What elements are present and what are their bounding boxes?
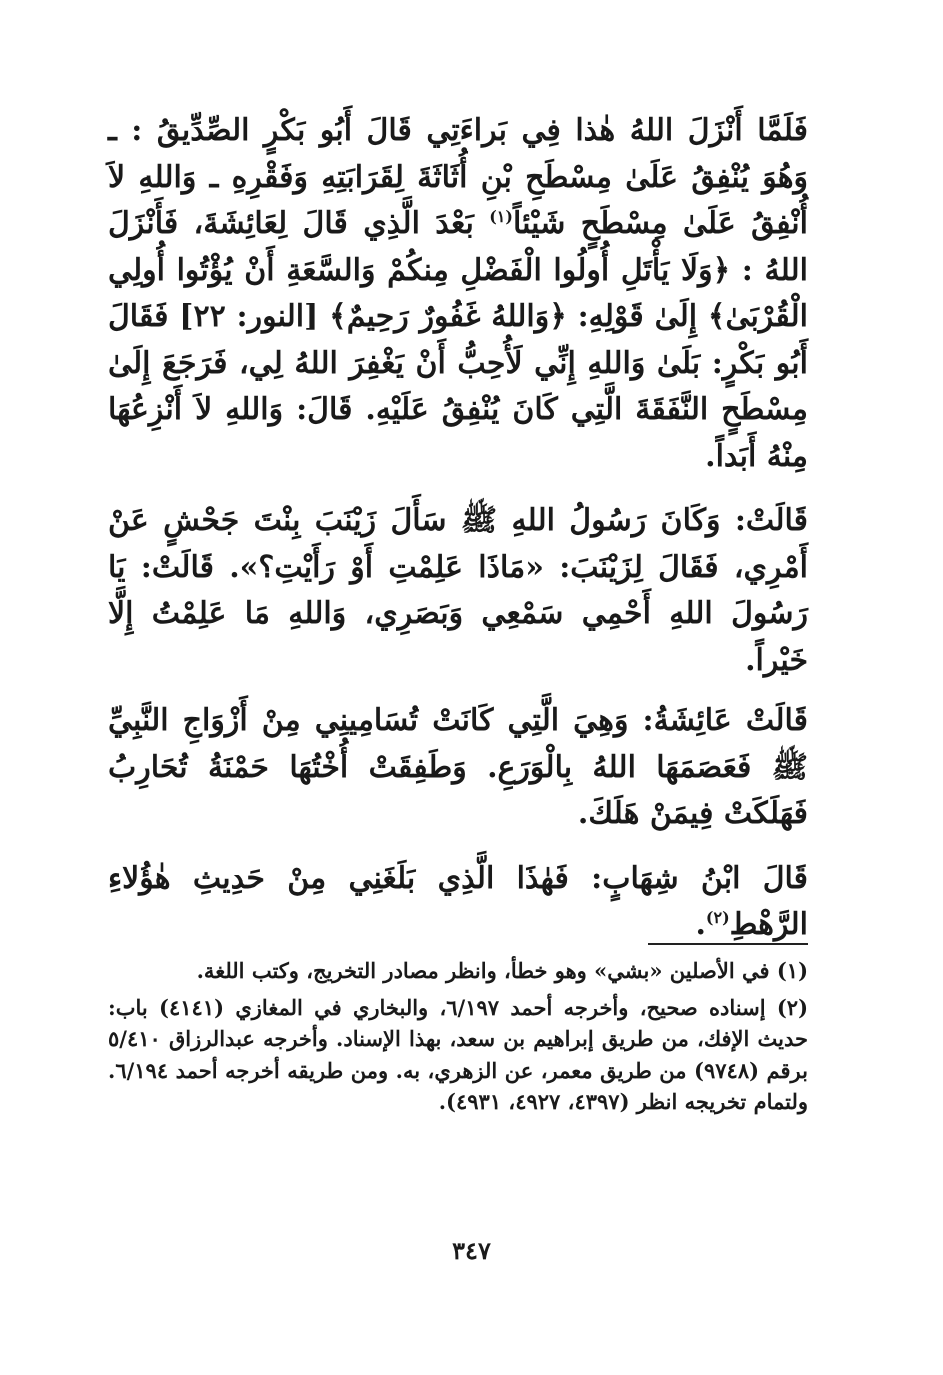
paragraph-2-text-a: قَالَتْ: وَكَانَ رَسُولُ اللهِ ﷺ سَأَلَ زَيْنَبَ بِنْتَ جَحْشٍ عَنْ أَمْرِي، فَقَالَ لِزَيْنَبَ: <box>108 503 809 585</box>
paragraph-2-text-b: . قَالَتْ: يَا رَسُولَ اللهِ أَحْمِي سَمْعِي وَبَصَرِي، وَاللهِ مَا عَلِمْتُ إِلَّا خَيْراً. <box>108 549 808 678</box>
hadith-quote: «مَاذَا عَلِمْتِ أَوْ رَأَيْتِ؟» <box>239 549 544 585</box>
paragraph-3: قَالَتْ عَائِشَةُ: وَهِيَ الَّتِي كَانَتْ تُسَامِينِي مِنْ أَزْوَاجِ النَّبِيِّ ﷺ فَعَصَمَهَا اللهُ بِالْوَرَعِ. وَطَفِقَتْ أُخْتُهَا حَمْنَةُ تُحَارِبُ فَهَلَكَتْ فِيمَنْ هَلَكَ. <box>108 703 808 831</box>
footnote-ref-1[interactable]: (١) <box>489 207 513 226</box>
quran-quote-2: ﴿وَاللهُ غَفُورٌ رَحِيمٌ﴾ <box>329 299 567 334</box>
paragraph-1 <box>108 108 808 480</box>
page-number: ٣٤٧ <box>452 1236 491 1265</box>
footnote-ref-2[interactable]: (٢) <box>705 908 730 927</box>
footnote-1: (١) في الأصلين «بشي» وهو خطأ، وانظر مصادر التخريج، وكتب اللغة. <box>196 958 808 983</box>
footnote-2: (٢) إسناده صحيح، وأخرجه أحمد ٦/١٩٧، والبخاري في المغازي (٤١٤١) باب: حديث الإفك، من طريق إبراهيم بن سعد، بهذا الإسناد. وأخرجه عبدالرزاق ٥/٤١٠ برقم (٩٧٤٨) من طريق معمر، عن الزهري، به. ومن طريقه أخرجه أحمد ٦/١٩٤. ولتمام تخريجه انظر (٤٣٩٧، ٤٩٢٧، ٤٩٣١). <box>108 994 808 1114</box>
paragraph-1-text-b: بَعْدَ الَّذِي قَالَ لِعَائِشَةَ، فَأَنْزَلَ اللهُ : <box>108 206 808 288</box>
paragraph-4 <box>108 856 808 949</box>
paragraph-1-text-a: فَلَمَّا أَنْزَلَ اللهُ هٰذا فِي بَراءَتِي قَالَ أَبُو بَكْرٍ الصِّدِّيقُ : ـ وَهُوَ يُنْفِقُ عَلَىٰ مِسْطَحِ بْنِ أُثَاثَةَ لِقَرَابَتِهِ وَفَقْرِهِ ـ وَاللهِ لاَ أُنْفِقُ عَلَىٰ مِسْطَحٍ شَيْئاً <box>108 113 808 241</box>
paragraph-4-text-a: قَالَ ابْنُ شِهَابٍ: فَهٰذَا الَّذِي بَلَغَنِي مِنْ حَدِيثِ هٰؤُلاءِ الرَّهْطِ <box>108 860 808 942</box>
main-text <box>108 108 808 963</box>
paragraph-4-text-b: . <box>695 907 706 942</box>
paragraph-2 <box>108 498 808 684</box>
footnotes <box>108 955 808 1123</box>
paragraph-1-text-d: [النور: ٢٢] فَقَالَ أَبُو بَكْرٍ: بَلَىٰ وَاللهِ إِنِّي لَأُحِبُّ أَنْ يَغْفِرَ اللهُ لِي، فَرَجَعَ إِلَىٰ مِسْطَحٍ النَّفَقَةَ الَّتِي كَانَ يُنْفِقُ عَلَيْهِ. قَالَ: وَاللهِ لاَ أَنْزِعُهَا مِنْهُ أَبَداً. <box>108 299 808 474</box>
quran-quote-1: ﴿وَلَا يَأْتَلِ أُولُوا الْفَضْلِ مِنكُمْ وَالسَّعَةِ أَنْ يُؤْتُوا أُولِي الْقُرْبَىٰ﴾ <box>108 252 809 334</box>
paragraph-1-text-c: إِلَىٰ قَوْلِهِ: <box>566 299 708 334</box>
footnote-divider <box>648 943 808 945</box>
